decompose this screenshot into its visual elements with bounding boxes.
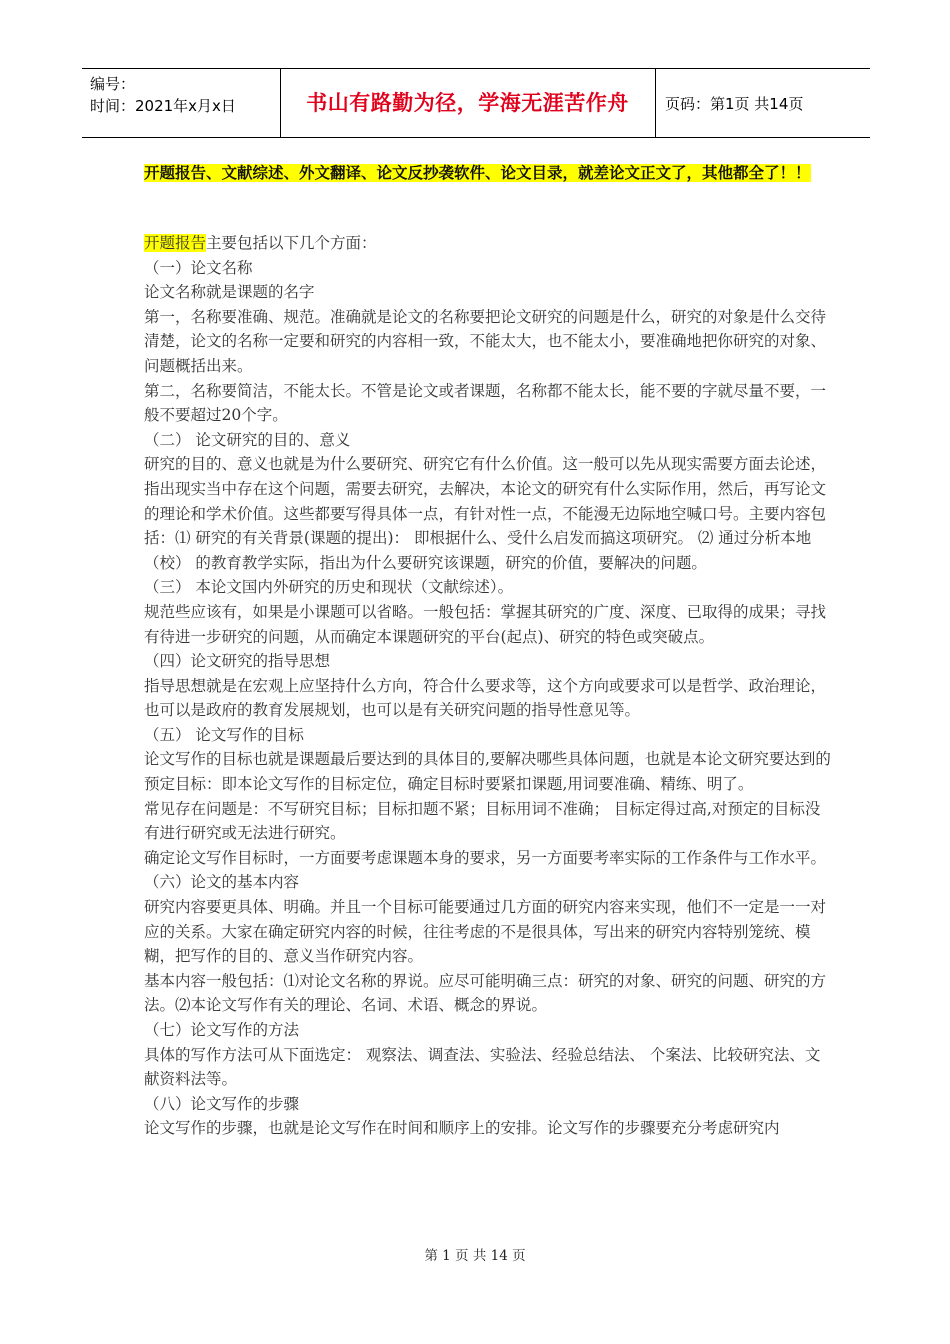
body-paragraph: 基本内容一般包括：⑴对论文名称的界说。应尽可能明确三点：研究的对象、研究的问题、研究的方法。⑵本论文写作有关的理论、名词、术语、概念的界说。: [144, 971, 827, 1015]
body-paragraph: 论文名称就是课题的名字: [144, 283, 315, 302]
header-meta: [90, 73, 236, 117]
header-motto: 书山有路勤为径，学海无涯苦作舟: [306, 91, 629, 115]
body-paragraph: 确定论文写作目标时，一方面要考虑课题本身的要求，另一方面要考率实际的工作条件与工作水平。: [144, 848, 827, 867]
body-paragraph: 具体的写作方法可从下面选定： 观察法、调查法、实验法、经验总结法、 个案法、比较研究法、文献资料法等。: [144, 1045, 821, 1089]
page-header: [82, 68, 870, 138]
page-footer: 第 1 页 共 14 页: [424, 1248, 526, 1264]
intro-highlight: 开题报告: [144, 234, 207, 252]
body-paragraph: 第一，名称要准确、规范。准确就是论文的名称要把论文研究的问题是什么，研究的对象是什么交待清楚，论文的名称一定要和研究的内容相一致，不能太大，也不能太小，要准确地把你研究的对象、问题概括出来。: [144, 307, 827, 375]
section-heading-3: （三） 本论文国内外研究的历史和现状（文献综述）。: [144, 578, 514, 597]
section-heading-6: （六）论文的基本内容: [144, 873, 300, 892]
section-heading-4: （四）论文研究的指导思想: [144, 652, 331, 671]
intro-paragraph: [144, 231, 834, 256]
document-number-label: 编号：: [90, 75, 136, 93]
section-heading-8: （八）论文写作的步骤: [144, 1094, 300, 1113]
header-page-number: 页码：第1页 共14页: [665, 95, 804, 113]
notice-text: 开题报告、文献综述、外文翻译、论文反抄袭软件、论文目录，就差论文正文了，其他都全了！！: [144, 164, 811, 182]
document-body: [144, 231, 834, 1141]
section-heading-5: （五） 论文写作的目标: [144, 725, 304, 744]
document-date-label: 时间：2021年x月x日: [90, 97, 236, 115]
body-paragraph: 论文写作的目标也就是课题最后要达到的具体目的,要解决哪些具体问题，也就是本论文研究要达到的预定目标：即本论文写作的目标定位，确定目标时要紧扣课题,用词要准确、精练、明了。: [144, 750, 831, 794]
body-paragraph: 第二，名称要简洁，不能太长。不管是论文或者课题，名称都不能太长，能不要的字就尽量不要，一般不要超过20个字。: [144, 381, 827, 425]
highlighted-notice: [144, 160, 834, 186]
body-paragraph: 研究的目的、意义也就是为什么要研究、研究它有什么价值。这一般可以先从现实需要方面去论述，指出现实当中存在这个问题，需要去研究，去解决，本论文的研究有什么实际作用，然后，再写论文的理论和学术价值。这些都要写得具体一点，有针对性一点，不能漫无边际地空喊口号。主要内容包括：⑴ 研究的有关背景(课题的提出)： 即根据什么、受什么启发而搞这项研究。 ⑵ 通过分析本地（校） 的教育教学实际，指出为什么要研究该课题，研究的价值，要解决的问题。: [144, 455, 827, 572]
section-heading-1: （一）论文名称: [144, 258, 253, 277]
section-heading-2: （二） 论文研究的目的、意义: [144, 430, 351, 449]
intro-text: 主要包括以下几个方面：: [206, 234, 377, 252]
body-paragraph: 规范些应该有，如果是小课题可以省略。一般包括：掌握其研究的广度、深度、已取得的成果；寻找有待进一步研究的问题，从而确定本课题研究的平台(起点)、研究的特色或突破点。: [144, 602, 827, 646]
header-divider-right: [655, 69, 656, 137]
body-paragraph: 论文写作的步骤，也就是论文写作在时间和顺序上的安排。论文写作的步骤要充分考虑研究内: [144, 1119, 780, 1138]
body-paragraph: 常见存在问题是：不写研究目标；目标扣题不紧；目标用词不准确； 目标定得过高,对预定的目标没有进行研究或无法进行研究。: [144, 799, 821, 843]
body-paragraph: 研究内容要更具体、明确。并且一个目标可能要通过几方面的研究内容来实现，他们不一定是一一对应的关系。大家在确定研究内容的时候，往往考虑的不是很具体，写出来的研究内容特别笼统、模糊，把写作的目的、意义当作研究内容。: [144, 898, 827, 966]
body-paragraph: 指导思想就是在宏观上应坚持什么方向，符合什么要求等，这个方向或要求可以是哲学、政治理论，也可以是政府的教育发展规划，也可以是有关研究问题的指导性意见等。: [144, 676, 827, 720]
section-heading-7: （七）论文写作的方法: [144, 1021, 300, 1039]
